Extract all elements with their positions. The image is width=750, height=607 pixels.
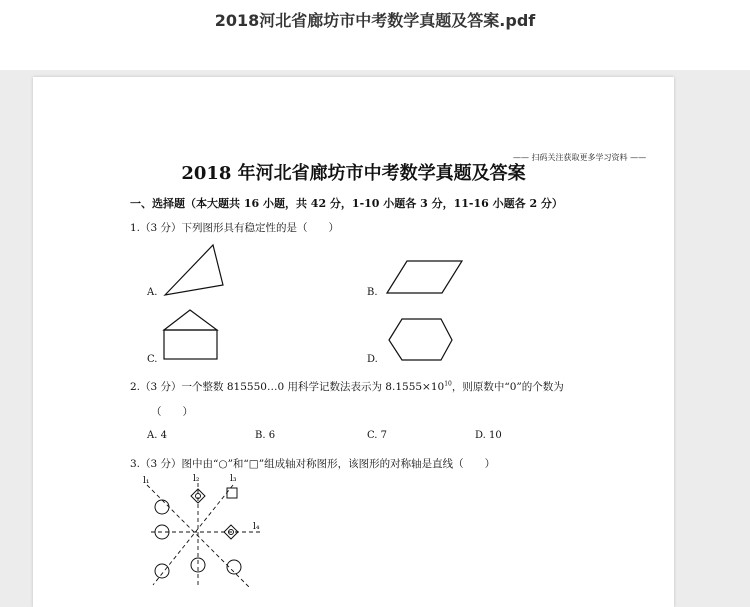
q2-option-b: B. 6 [255,430,276,441]
axis-label-l2: l₂ [193,474,200,484]
q2-option-d: D. 10 [475,430,502,441]
figure-parallelogram [383,257,473,297]
question-2-stem [130,379,564,394]
document-page [33,77,674,607]
watermark-text: —— 扫码关注获取更多学习资料 —— [513,153,647,162]
viewer-header [0,0,750,70]
axis-label-l3: l₃ [230,474,237,484]
q1-option-c-label: C. [147,354,158,365]
q2-stem-part-b: ，则原数中“0”的个数为 [451,381,564,393]
question-3-stem: 3.（3 分）图中由“○”和“□”组成轴对称图形，该图形的对称轴是直线（ ） [130,458,496,470]
figure-hexagon [388,318,458,368]
q1-option-a-label: A. [147,287,158,298]
q2-stem-part-a: 2.（3 分）一个整数 815550…0 用科学记数法表示为 8.1555×10 [130,381,445,393]
figure-symmetry-diagram [133,475,273,595]
q2-option-a: A. 4 [147,430,167,441]
figure-triangle [161,243,231,303]
q2-option-c: C. 7 [367,430,388,441]
q2-exponent: 10 [444,380,452,388]
axis-label-l4: l₄ [253,522,260,532]
figure-house-shape [161,308,231,363]
q1-option-d-label: D. [367,354,378,365]
question-1-stem: 1.（3 分）下列图形具有稳定性的是（ ） [130,222,340,234]
document-title: 2018 年河北省廊坊市中考数学真题及答案 [181,163,526,184]
section-heading: 一、选择题（本大题共 16 小题，共 42 分，1-10 小题各 3 分，11-16 小题各 2 分） [130,197,563,210]
q2-answer-paren: （ ） [151,406,193,418]
file-title: 2018河北省廊坊市中考数学真题及答案.pdf [214,11,536,30]
q1-option-b-label: B. [367,287,378,298]
axis-label-l1: l₁ [143,476,150,486]
